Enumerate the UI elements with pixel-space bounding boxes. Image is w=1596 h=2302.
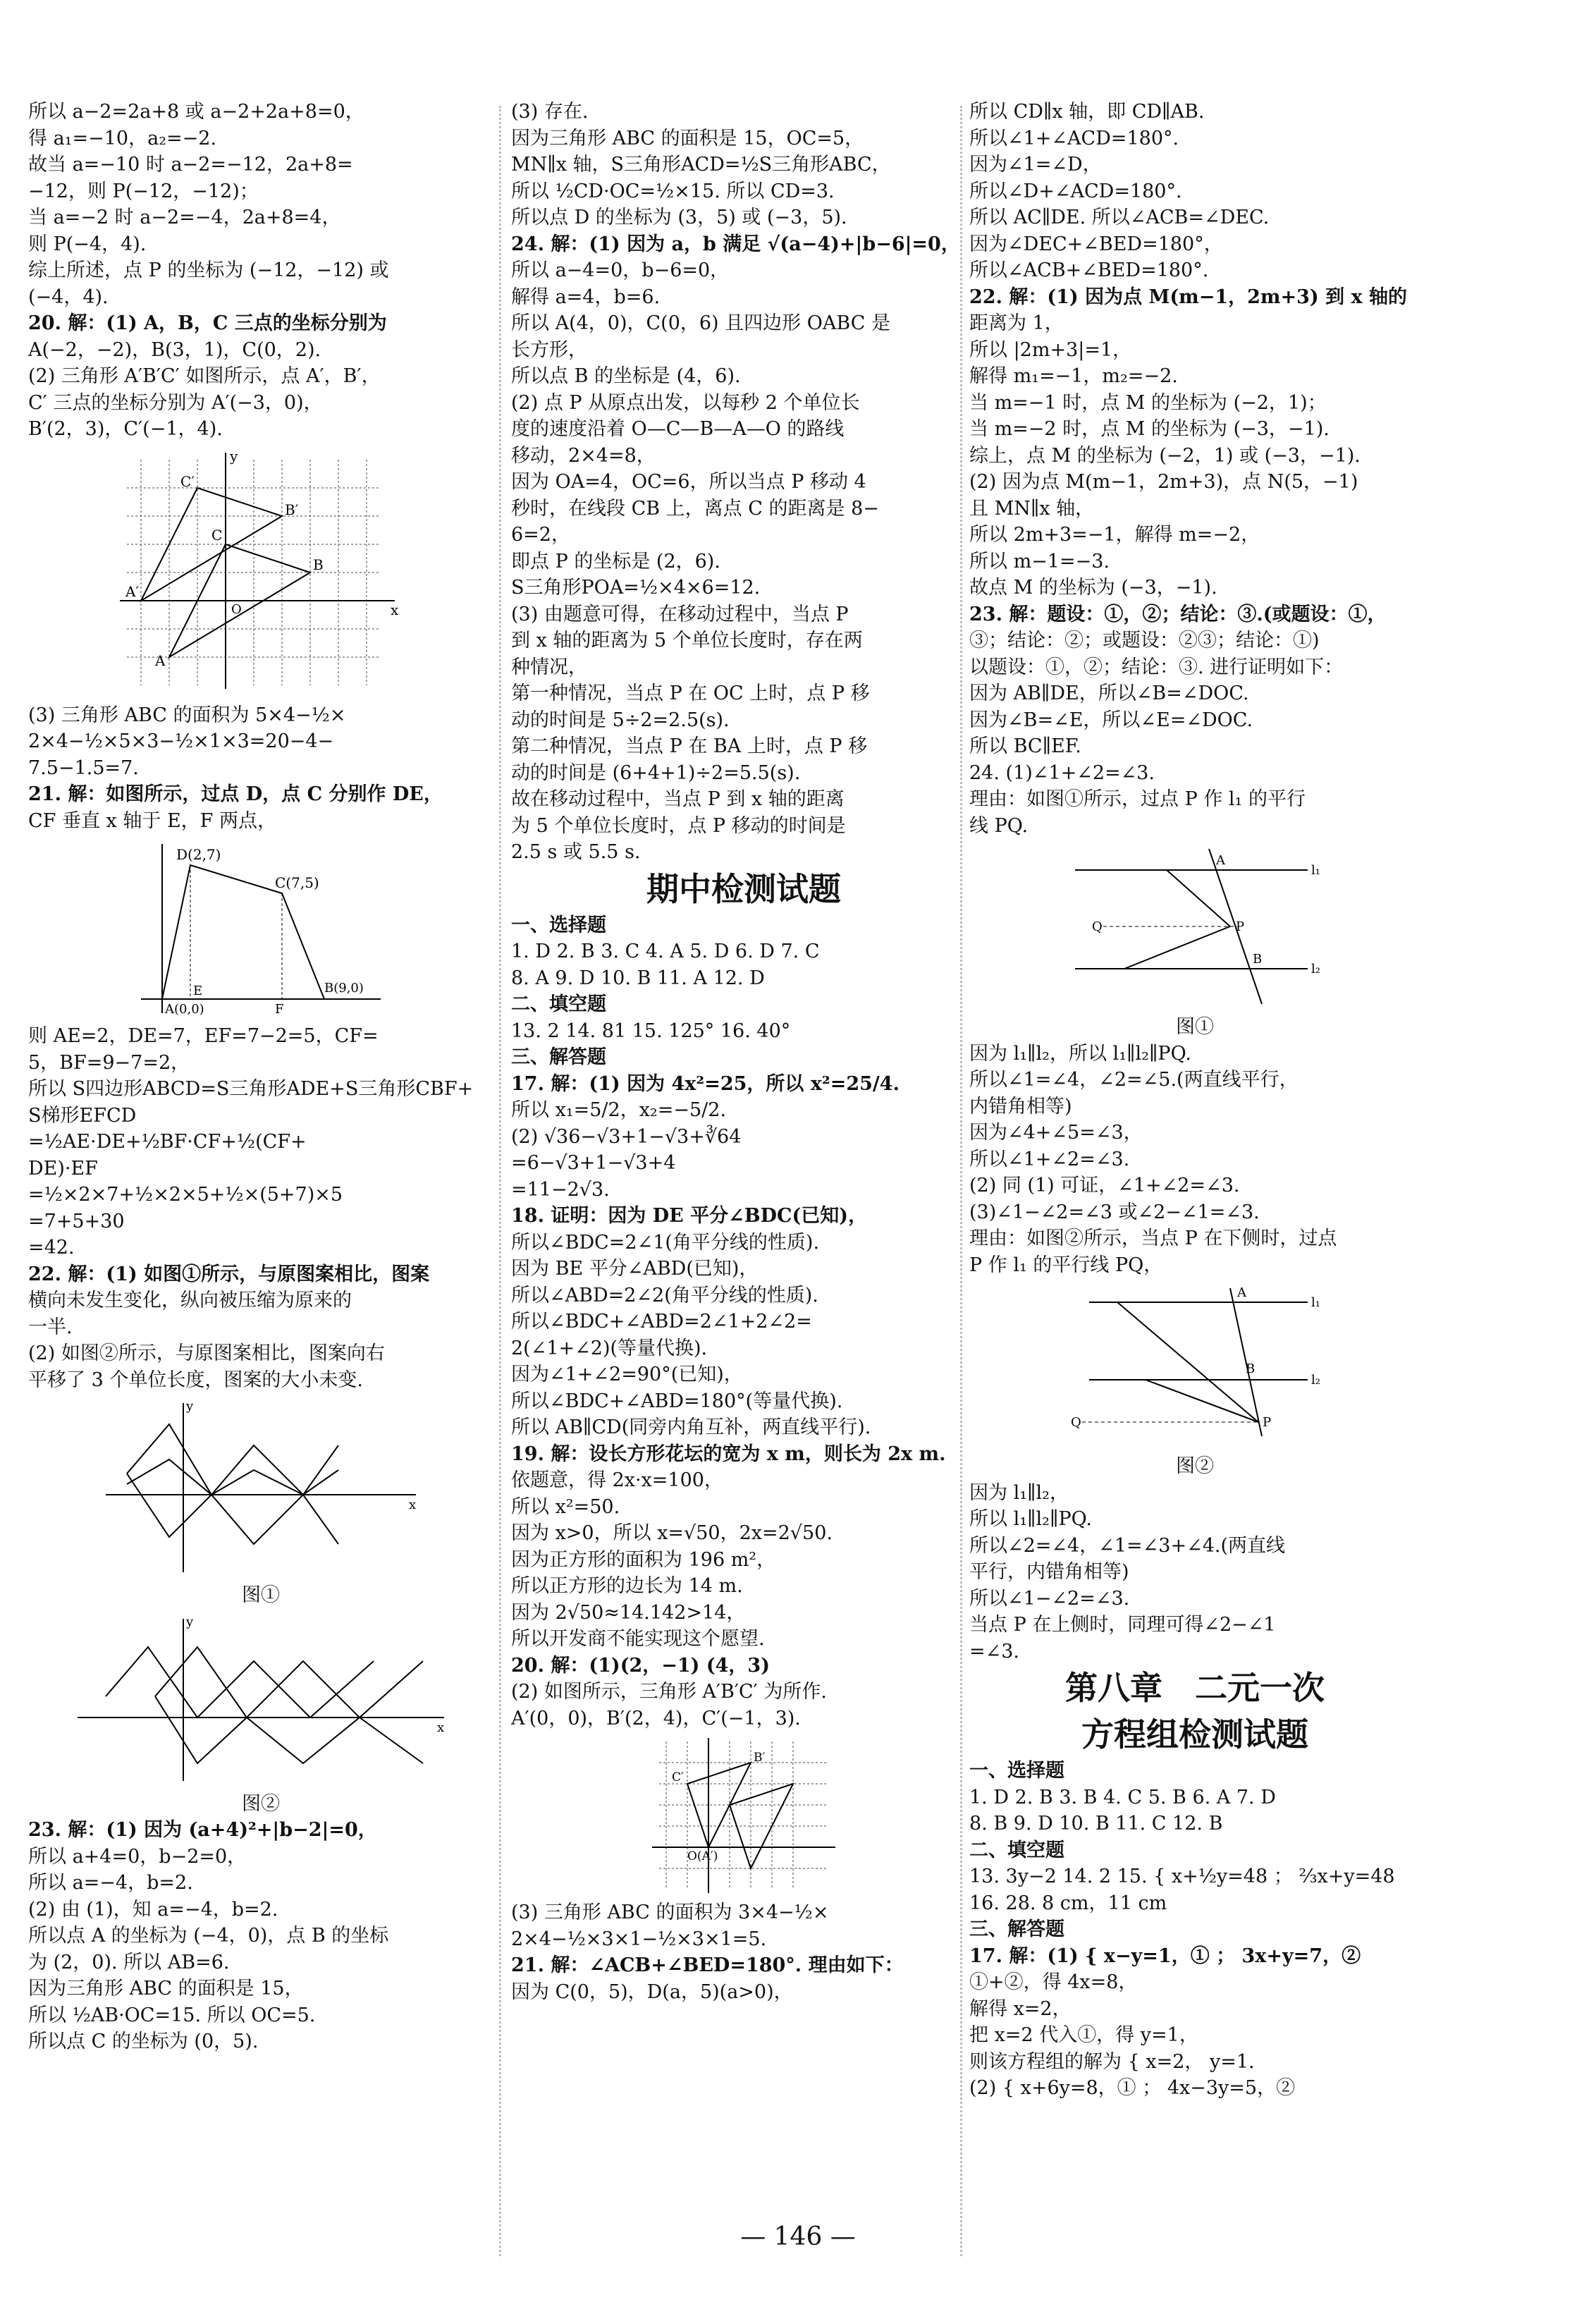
text-line: 因为 l₁∥l₂，所以 l₁∥l₂∥PQ. bbox=[969, 1042, 1191, 1065]
svg-text:B: B bbox=[313, 556, 324, 573]
text-line: 19. 解：设长方形花坛的宽为 x m，则长为 2x m. bbox=[511, 1443, 946, 1465]
text-line: 因为 l₁∥l₂， bbox=[969, 1481, 1069, 1504]
text-line: 所以∠ACB+∠BED=180°. bbox=[969, 259, 1209, 281]
text-line: (3) 三角形 ABC 的面积为 3×4−½× bbox=[511, 1902, 829, 1923]
col3-block-c bbox=[969, 1480, 1420, 1665]
svg-text:l₂: l₂ bbox=[1311, 962, 1320, 976]
text-line: 所以 x²=50. bbox=[511, 1495, 620, 1518]
text-line: 18. 证明：因为 DE 平分∠BDC(已知)， bbox=[511, 1205, 868, 1227]
svg-text:D(2,7): D(2,7) bbox=[176, 846, 221, 863]
text-line: (3) 存在. bbox=[511, 101, 589, 123]
col1-block-d bbox=[28, 1817, 493, 2055]
figure-grid-triangle bbox=[645, 1734, 842, 1897]
col1-block-a bbox=[28, 99, 493, 443]
svg-text:B′: B′ bbox=[754, 1751, 766, 1765]
text-line: 2.5 s 或 5.5 s. bbox=[511, 841, 641, 863]
text-line: 所以∠1+∠2=∠3. bbox=[969, 1148, 1130, 1170]
svg-text:Q: Q bbox=[1071, 1415, 1081, 1430]
text-line: 所以 2m+3=−1，解得 m=−2， bbox=[969, 524, 1260, 546]
text-line: 因为∠B=∠E，所以∠E=∠DOC. bbox=[969, 709, 1253, 731]
text-line: 故当 a=−10 时 a−2=−12，2a+8= bbox=[28, 154, 353, 176]
text-line: 种情况， bbox=[511, 656, 587, 678]
text-line: 所以∠BDC+∠ABD=180°(等量代换). bbox=[511, 1390, 843, 1412]
text-line: 长方形， bbox=[511, 338, 587, 361]
svg-text:P: P bbox=[1236, 919, 1245, 934]
text-line: =11−2√3. bbox=[511, 1178, 610, 1201]
text-line: P 作 l₁ 的平行线 PQ， bbox=[969, 1254, 1163, 1276]
text-line: 所以 a=−4，b=2. bbox=[28, 1872, 193, 1894]
svg-text:C: C bbox=[211, 526, 223, 544]
svg-text:E: E bbox=[193, 984, 203, 998]
text-line: 所以 l₁∥l₂∥PQ. bbox=[969, 1508, 1092, 1530]
text-line: 所以点 C 的坐标为 (0，5). bbox=[28, 2031, 259, 2052]
text-line: (2) √36−√3+1−√3+∛64 bbox=[511, 1125, 742, 1148]
text-line: 所以正方形的边长为 14 m. bbox=[511, 1575, 743, 1597]
text-line: 所以 BC∥EF. bbox=[969, 735, 1081, 757]
text-line: 16. 28. 8 cm，11 cm bbox=[969, 1892, 1167, 1914]
text-line: (3) 三角形 ABC 的面积为 5×4−½× bbox=[28, 704, 346, 726]
figure-caption-1: 图① bbox=[242, 1584, 280, 1606]
svg-text:l₁: l₁ bbox=[1311, 863, 1320, 878]
text-line: 22. 解：(1) 因为点 M(m−1，2m+3) 到 x 轴的 bbox=[969, 286, 1407, 308]
column-middle bbox=[511, 99, 976, 2005]
svg-text:l₁: l₁ bbox=[1311, 1295, 1320, 1310]
text-line: 动的时间是 (6+4+1)÷2=5.5(s). bbox=[511, 761, 801, 784]
text-line: 所以∠1=∠4，∠2=∠5.(两直线平行， bbox=[969, 1069, 1299, 1091]
svg-text:x: x bbox=[391, 601, 399, 618]
svg-text:Q: Q bbox=[1092, 919, 1103, 934]
text-line: =42. bbox=[28, 1237, 75, 1259]
text-line: =6−√3+1−√3+4 bbox=[511, 1152, 676, 1174]
text-line: 因为 BE 平分∠ABD(已知)， bbox=[511, 1258, 759, 1280]
text-line: 22. 解：(1) 如图①所示，与原图案相比，图案 bbox=[28, 1263, 430, 1285]
svg-text:A: A bbox=[155, 651, 166, 669]
text-line: 以题设：①，②；结论：③. 进行证明如下： bbox=[969, 656, 1344, 678]
text-line: 解得 m₁=−1，m₂=−2. bbox=[969, 365, 1178, 387]
text-line: 21. 解：∠ACB+∠BED=180°. 理由如下： bbox=[511, 1954, 904, 1976]
text-line: 所以 ½AB·OC=15. 所以 OC=5. bbox=[28, 2004, 316, 2026]
text-line: (2) 点 P 从原点出发，以每秒 2 个单位长 bbox=[511, 391, 860, 414]
svg-text:y: y bbox=[230, 447, 238, 465]
text-line: 13. 2 14. 81 15. 125° 16. 40° bbox=[511, 1020, 791, 1042]
text-line: 线 PQ. bbox=[969, 814, 1029, 837]
text-line: 因为三角形 ABC 的面积是 15， bbox=[28, 1978, 304, 2000]
text-line: 24. 解：(1) 因为 a，b 满足 √(a−4)+|b−6|=0， bbox=[511, 233, 960, 255]
text-line: 所以点 B 的坐标是 (4，6). bbox=[511, 365, 741, 387]
text-line: (2) 由 (1)，知 a=−4，b=2. bbox=[28, 1898, 278, 1921]
text-line: 所以 AC∥DE. 所以∠ACB=∠DEC. bbox=[969, 207, 1270, 228]
text-line: (3)∠1−∠2=∠3 或∠2−∠1=∠3. bbox=[969, 1201, 1260, 1223]
svg-text:B: B bbox=[1246, 1361, 1256, 1376]
text-line: 移动，2×4=8， bbox=[511, 444, 656, 467]
text-line: 二、填空题 bbox=[511, 993, 606, 1015]
text-line: CF 垂直 x 轴于 E，F 两点， bbox=[28, 809, 276, 832]
svg-text:C(7,5): C(7,5) bbox=[275, 874, 319, 891]
text-line: 第二种情况，当点 P 在 BA 上时，点 P 移 bbox=[511, 735, 868, 757]
text-line: 则该方程组的解为 { x=2， y=1. bbox=[969, 2050, 1255, 2073]
text-line: =∠3. bbox=[969, 1640, 1020, 1663]
text-line: ①+②，得 4x=8， bbox=[969, 1971, 1138, 1993]
text-line: 因为 2√50≈14.142>14， bbox=[511, 1601, 746, 1624]
text-line: 当 a=−2 时 a−2=−4，2a+8=4， bbox=[28, 207, 341, 228]
text-line: 当 m=−2 时，点 M 的坐标为 (−3，−1). bbox=[969, 418, 1330, 440]
text-line: 5，BF=9−7=2， bbox=[28, 1051, 190, 1074]
text-line: 横向未发生变化，纵向被压缩为原来的 bbox=[28, 1290, 352, 1311]
text-line: 解得 a=4，b=6. bbox=[511, 286, 661, 308]
svg-text:A: A bbox=[1216, 853, 1225, 868]
text-line: 三、解答题 bbox=[511, 1046, 606, 1068]
column-right bbox=[969, 99, 1420, 2102]
text-line: 则 P(−4，4). bbox=[28, 233, 147, 255]
text-line: 所以∠1−∠2=∠3. bbox=[969, 1587, 1130, 1610]
text-line: 因为 C(0，5)，D(a，5)(a>0)， bbox=[511, 1980, 793, 2003]
text-line: 理由：如图②所示，当点 P 在下侧时，过点 bbox=[969, 1227, 1337, 1249]
text-line: 因为 OA=4，OC=6，所以当点 P 移动 4 bbox=[511, 471, 866, 493]
text-line: 得 a₁=−10，a₂=−2. bbox=[28, 127, 217, 149]
figure-caption-4: 图② bbox=[1176, 1455, 1214, 1477]
text-line: 8. B 9. D 10. B 11. C 12. B bbox=[969, 1813, 1223, 1835]
text-line: =7+5+30 bbox=[28, 1210, 125, 1232]
figure-pattern-1 bbox=[99, 1396, 423, 1579]
col3-block-b bbox=[969, 1041, 1420, 1279]
svg-text:F: F bbox=[275, 1002, 284, 1017]
col2-block-c bbox=[511, 1899, 976, 2005]
text-line: 所以 |2m+3|=1， bbox=[969, 338, 1132, 361]
svg-text:C′: C′ bbox=[672, 1770, 684, 1784]
text-line: 所以∠ABD=2∠2(角平分线的性质). bbox=[511, 1284, 818, 1306]
col2-block-a bbox=[511, 99, 976, 866]
text-line: (2) 因为点 M(m−1，2m+3)，点 N(5，−1) bbox=[969, 471, 1358, 493]
text-line: 一、选择题 bbox=[969, 1760, 1064, 1782]
text-line: 所以 ½CD·OC=½×15. 所以 CD=3. bbox=[511, 180, 835, 202]
page-number: — 146 — bbox=[740, 2222, 856, 2251]
column-left bbox=[28, 99, 493, 2055]
text-line: 所以∠BDC=2∠1(角平分线的性质). bbox=[511, 1231, 820, 1254]
svg-text:A′: A′ bbox=[125, 582, 139, 600]
text-line: 秒时，在线段 CB 上，离点 C 的距离是 8− bbox=[511, 497, 879, 520]
text-line: (2) 同 (1) 可证，∠1+∠2=∠3. bbox=[969, 1175, 1240, 1196]
text-line: 且 MN∥x 轴， bbox=[969, 497, 1095, 520]
text-line: 到 x 轴的距离为 5 个单位长度时，存在两 bbox=[511, 630, 863, 651]
col3-block-a bbox=[969, 99, 1420, 839]
section-heading-chapter8-line2: 方程组检测试题 bbox=[1081, 1715, 1308, 1753]
svg-text:A: A bbox=[1237, 1285, 1246, 1300]
text-line: 为 5 个单位长度时，点 P 移动的时间是 bbox=[511, 814, 846, 837]
svg-text:P: P bbox=[1263, 1415, 1272, 1430]
text-line: 所以 a−4=0，b−6=0， bbox=[511, 259, 730, 281]
text-line: 把 x=2 代入①，得 y=1， bbox=[969, 2024, 1198, 2046]
text-line: S梯形EFCD bbox=[28, 1104, 137, 1127]
text-line: 所以点 D 的坐标为 (3，5) 或 (−3，5). bbox=[511, 207, 847, 228]
text-line: 所以 CD∥x 轴，即 CD∥AB. bbox=[969, 101, 1205, 123]
figure-triangle-grid bbox=[113, 446, 409, 699]
text-line: 依题意，得 2x·x=100， bbox=[511, 1469, 723, 1491]
col1-block-c bbox=[28, 1023, 493, 1393]
text-line: (2) 如图所示，三角形 A′B′C′ 为所作. bbox=[511, 1681, 827, 1703]
text-line: −12，则 P(−12，−12)； bbox=[28, 180, 259, 202]
svg-text:C′: C′ bbox=[180, 472, 195, 490]
text-line: 综上，点 M 的坐标为 (−2，1) 或 (−3，−1). bbox=[969, 444, 1361, 467]
text-line: 第一种情况，当点 P 在 OC 上时，点 P 移 bbox=[511, 682, 870, 704]
text-line: (3) 由题意可得，在移动过程中，当点 P bbox=[511, 603, 849, 625]
text-line: 二、填空题 bbox=[969, 1839, 1064, 1861]
section-heading-midterm: 期中检测试题 bbox=[646, 869, 841, 908]
text-line: =½AE·DE+½BF·CF+½(CF+ bbox=[28, 1131, 307, 1153]
svg-text:B(9,0): B(9,0) bbox=[324, 981, 364, 996]
text-line: 所以 x₁=5/2，x₂=−5/2. bbox=[511, 1099, 727, 1121]
text-line: C′ 三点的坐标分别为 A′(−3，0)， bbox=[28, 391, 323, 414]
text-line: (2) 三角形 A′B′C′ 如图所示，点 A′，B′， bbox=[28, 365, 381, 387]
svg-text:x: x bbox=[409, 1498, 417, 1512]
text-line: 平移了 3 个单位长度，图案的大小未变. bbox=[28, 1369, 363, 1391]
text-line: A′(0，0)，B′(2，4)，C′(−1，3). bbox=[511, 1707, 801, 1729]
text-line: MN∥x 轴，S三角形ACD=½S三角形ABC， bbox=[511, 154, 891, 176]
text-line: 所以点 A 的坐标为 (−4，0)，点 B 的坐标 bbox=[28, 1925, 389, 1947]
figure-caption-3: 图① bbox=[1176, 1016, 1214, 1038]
text-line: 23. 解：题设：①，②；结论：③.(或题设：①， bbox=[969, 603, 1387, 625]
text-line: 所以 m−1=−3. bbox=[969, 550, 1110, 573]
figure-pattern-2 bbox=[70, 1612, 451, 1788]
figure-parallel-lines-2 bbox=[1061, 1281, 1329, 1450]
text-line: 所以∠1+∠ACD=180°. bbox=[969, 127, 1179, 149]
text-line: B′(2，3)，C′(−1，4). bbox=[28, 418, 223, 440]
svg-text:A(0,0): A(0,0) bbox=[165, 1002, 204, 1017]
text-line: 所以 a−2=2a+8 或 a−2+2a+8=0， bbox=[28, 101, 364, 123]
text-line: 一、选择题 bbox=[511, 914, 606, 936]
text-line: 6=2， bbox=[511, 524, 570, 546]
figure-parallel-lines-1 bbox=[1061, 842, 1329, 1011]
text-line: 三、解答题 bbox=[969, 1918, 1064, 1940]
text-line: S三角形POA=½×4×6=12. bbox=[511, 577, 761, 599]
text-line: 1. D 2. B 3. B 4. C 5. B 6. A 7. D bbox=[969, 1786, 1276, 1808]
section-heading-chapter8-line1: 第八章 二元一次 bbox=[1065, 1669, 1325, 1707]
text-line: 2×4−½×3×1−½×3×1=5. bbox=[511, 1928, 767, 1950]
text-line: 则 AE=2，DE=7，EF=7−2=5，CF= bbox=[28, 1025, 379, 1047]
svg-text:B: B bbox=[1253, 952, 1263, 967]
col3-block-d bbox=[969, 1758, 1420, 2102]
text-line: (2) 如图②所示，与原图案相比，图案向右 bbox=[28, 1342, 385, 1364]
text-line: 13. 3y−2 14. 2 15. { x+½y=48 ； ⅔x+y=48 bbox=[969, 1866, 1395, 1887]
svg-text:O: O bbox=[231, 601, 242, 617]
text-line: 1. D 2. B 3. C 4. A 5. D 6. D 7. C bbox=[511, 941, 820, 962]
text-line: 17. 解：(1) { x−y=1，① ； 3x+y=7，② bbox=[969, 1945, 1361, 1967]
col2-block-b bbox=[511, 912, 976, 1732]
text-line: 所以∠2=∠4，∠1=∠3+∠4.(两直线 bbox=[969, 1534, 1285, 1557]
text-line: =½×2×7+½×2×5+½×(5+7)×5 bbox=[28, 1184, 343, 1206]
text-line: 所以 S四边形ABCD=S三角形ADE+S三角形CBF+ bbox=[28, 1078, 474, 1100]
text-line: 所以 AB∥CD(同旁内角互补，两直线平行). bbox=[511, 1416, 871, 1438]
text-line: DE)·EF bbox=[28, 1157, 98, 1180]
text-line: 所以 A(4，0)，C(0，6) 且四边形 OABC 是 bbox=[511, 312, 890, 334]
text-line: (−4，4). bbox=[28, 286, 109, 308]
text-line: 平行，内错角相等) bbox=[969, 1561, 1129, 1583]
figure-caption-2: 图② bbox=[242, 1792, 280, 1815]
text-line: 17. 解：(1) 因为 4x²=25，所以 x²=25/4. bbox=[511, 1072, 900, 1095]
text-line: 动的时间是 5÷2=2.5(s). bbox=[511, 709, 730, 731]
text-line: 因为∠DEC+∠BED=180°， bbox=[969, 233, 1223, 255]
text-line: 20. 解：(1) A，B，C 三点的坐标分别为 bbox=[28, 312, 387, 334]
text-line: 所以 a+4=0，b−2=0， bbox=[28, 1845, 247, 1868]
text-line: 即点 P 的坐标是 (2，6). bbox=[511, 550, 720, 573]
text-line: 当 m=−1 时，点 M 的坐标为 (−2，1)； bbox=[969, 391, 1327, 414]
text-line: 因为 x>0，所以 x=√50，2x=2√50. bbox=[511, 1522, 833, 1544]
text-line: 21. 解：如图所示，过点 D，点 C 分别作 DE， bbox=[28, 783, 443, 805]
svg-text:B′: B′ bbox=[285, 501, 299, 518]
svg-text:y: y bbox=[186, 1399, 194, 1414]
text-line: 20. 解：(1)(2，−1) (4，3) bbox=[511, 1654, 770, 1677]
svg-text:O(A′): O(A′) bbox=[687, 1849, 718, 1863]
text-line: 解得 x=2， bbox=[969, 1997, 1072, 2020]
text-line: 为 (2，0). 所以 AB=6. bbox=[28, 1951, 230, 1973]
text-line: 因为正方形的面积为 196 m²， bbox=[511, 1548, 776, 1571]
text-line: 因为 AB∥DE，所以∠B=∠DOC. bbox=[969, 682, 1249, 704]
text-line: 当点 P 在上侧时，同理可得∠2−∠1 bbox=[969, 1614, 1276, 1636]
text-line: ③；结论：②；或题设：②③；结论：①) bbox=[969, 630, 1320, 651]
text-line: 7.5−1.5=7. bbox=[28, 757, 139, 779]
column-divider-left bbox=[499, 106, 501, 2256]
text-line: 内错角相等) bbox=[969, 1095, 1072, 1118]
text-line: 因为∠1=∠D， bbox=[969, 154, 1102, 176]
text-line: 因为∠1+∠2=90°(已知)， bbox=[511, 1364, 743, 1385]
text-line: (2) { x+6y=8，① ； 4x−3y=5，② bbox=[969, 2077, 1296, 2099]
text-line: 2×4−½×5×3−½×1×3=20−4− bbox=[28, 730, 334, 752]
text-line: 所以开发商不能实现这个愿望. bbox=[511, 1628, 765, 1650]
svg-text:l₂: l₂ bbox=[1311, 1373, 1320, 1388]
text-line: 距离为 1， bbox=[969, 312, 1064, 334]
svg-text:y: y bbox=[186, 1614, 194, 1629]
text-line: 所以∠BDC+∠ABD=2∠1+2∠2= bbox=[511, 1311, 812, 1333]
text-line: 理由：如图①所示，过点 P 作 l₁ 的平行 bbox=[969, 788, 1306, 810]
text-line: 因为∠4+∠5=∠3， bbox=[969, 1122, 1143, 1144]
text-line: 一半. bbox=[28, 1316, 73, 1338]
text-line: A(−2，−2)，B(3，1)，C(0，2). bbox=[28, 338, 321, 361]
text-line: 故点 M 的坐标为 (−3，−1). bbox=[969, 577, 1217, 599]
figure-quadrilateral bbox=[134, 837, 388, 1020]
text-line: 24. (1)∠1+∠2=∠3. bbox=[969, 761, 1155, 784]
text-line: 23. 解：(1) 因为 (a+4)²+|b−2|=0， bbox=[28, 1819, 377, 1841]
col1-block-b bbox=[28, 702, 493, 835]
svg-text:x: x bbox=[437, 1720, 445, 1735]
text-line: 因为三角形 ABC 的面积是 15，OC=5， bbox=[511, 127, 864, 149]
text-line: 2(∠1+∠2)(等量代换). bbox=[511, 1337, 708, 1359]
text-line: 综上所述，点 P 的坐标为 (−12，−12) 或 bbox=[28, 259, 389, 281]
text-line: 故在移动过程中，当点 P 到 x 轴的距离 bbox=[511, 788, 845, 810]
text-line: 所以∠D+∠ACD=180°. bbox=[969, 180, 1182, 202]
text-line: 度的速度沿着 O—C—B—A—O 的路线 bbox=[511, 418, 845, 440]
text-line: 8. A 9. D 10. B 11. A 12. D bbox=[511, 967, 765, 989]
